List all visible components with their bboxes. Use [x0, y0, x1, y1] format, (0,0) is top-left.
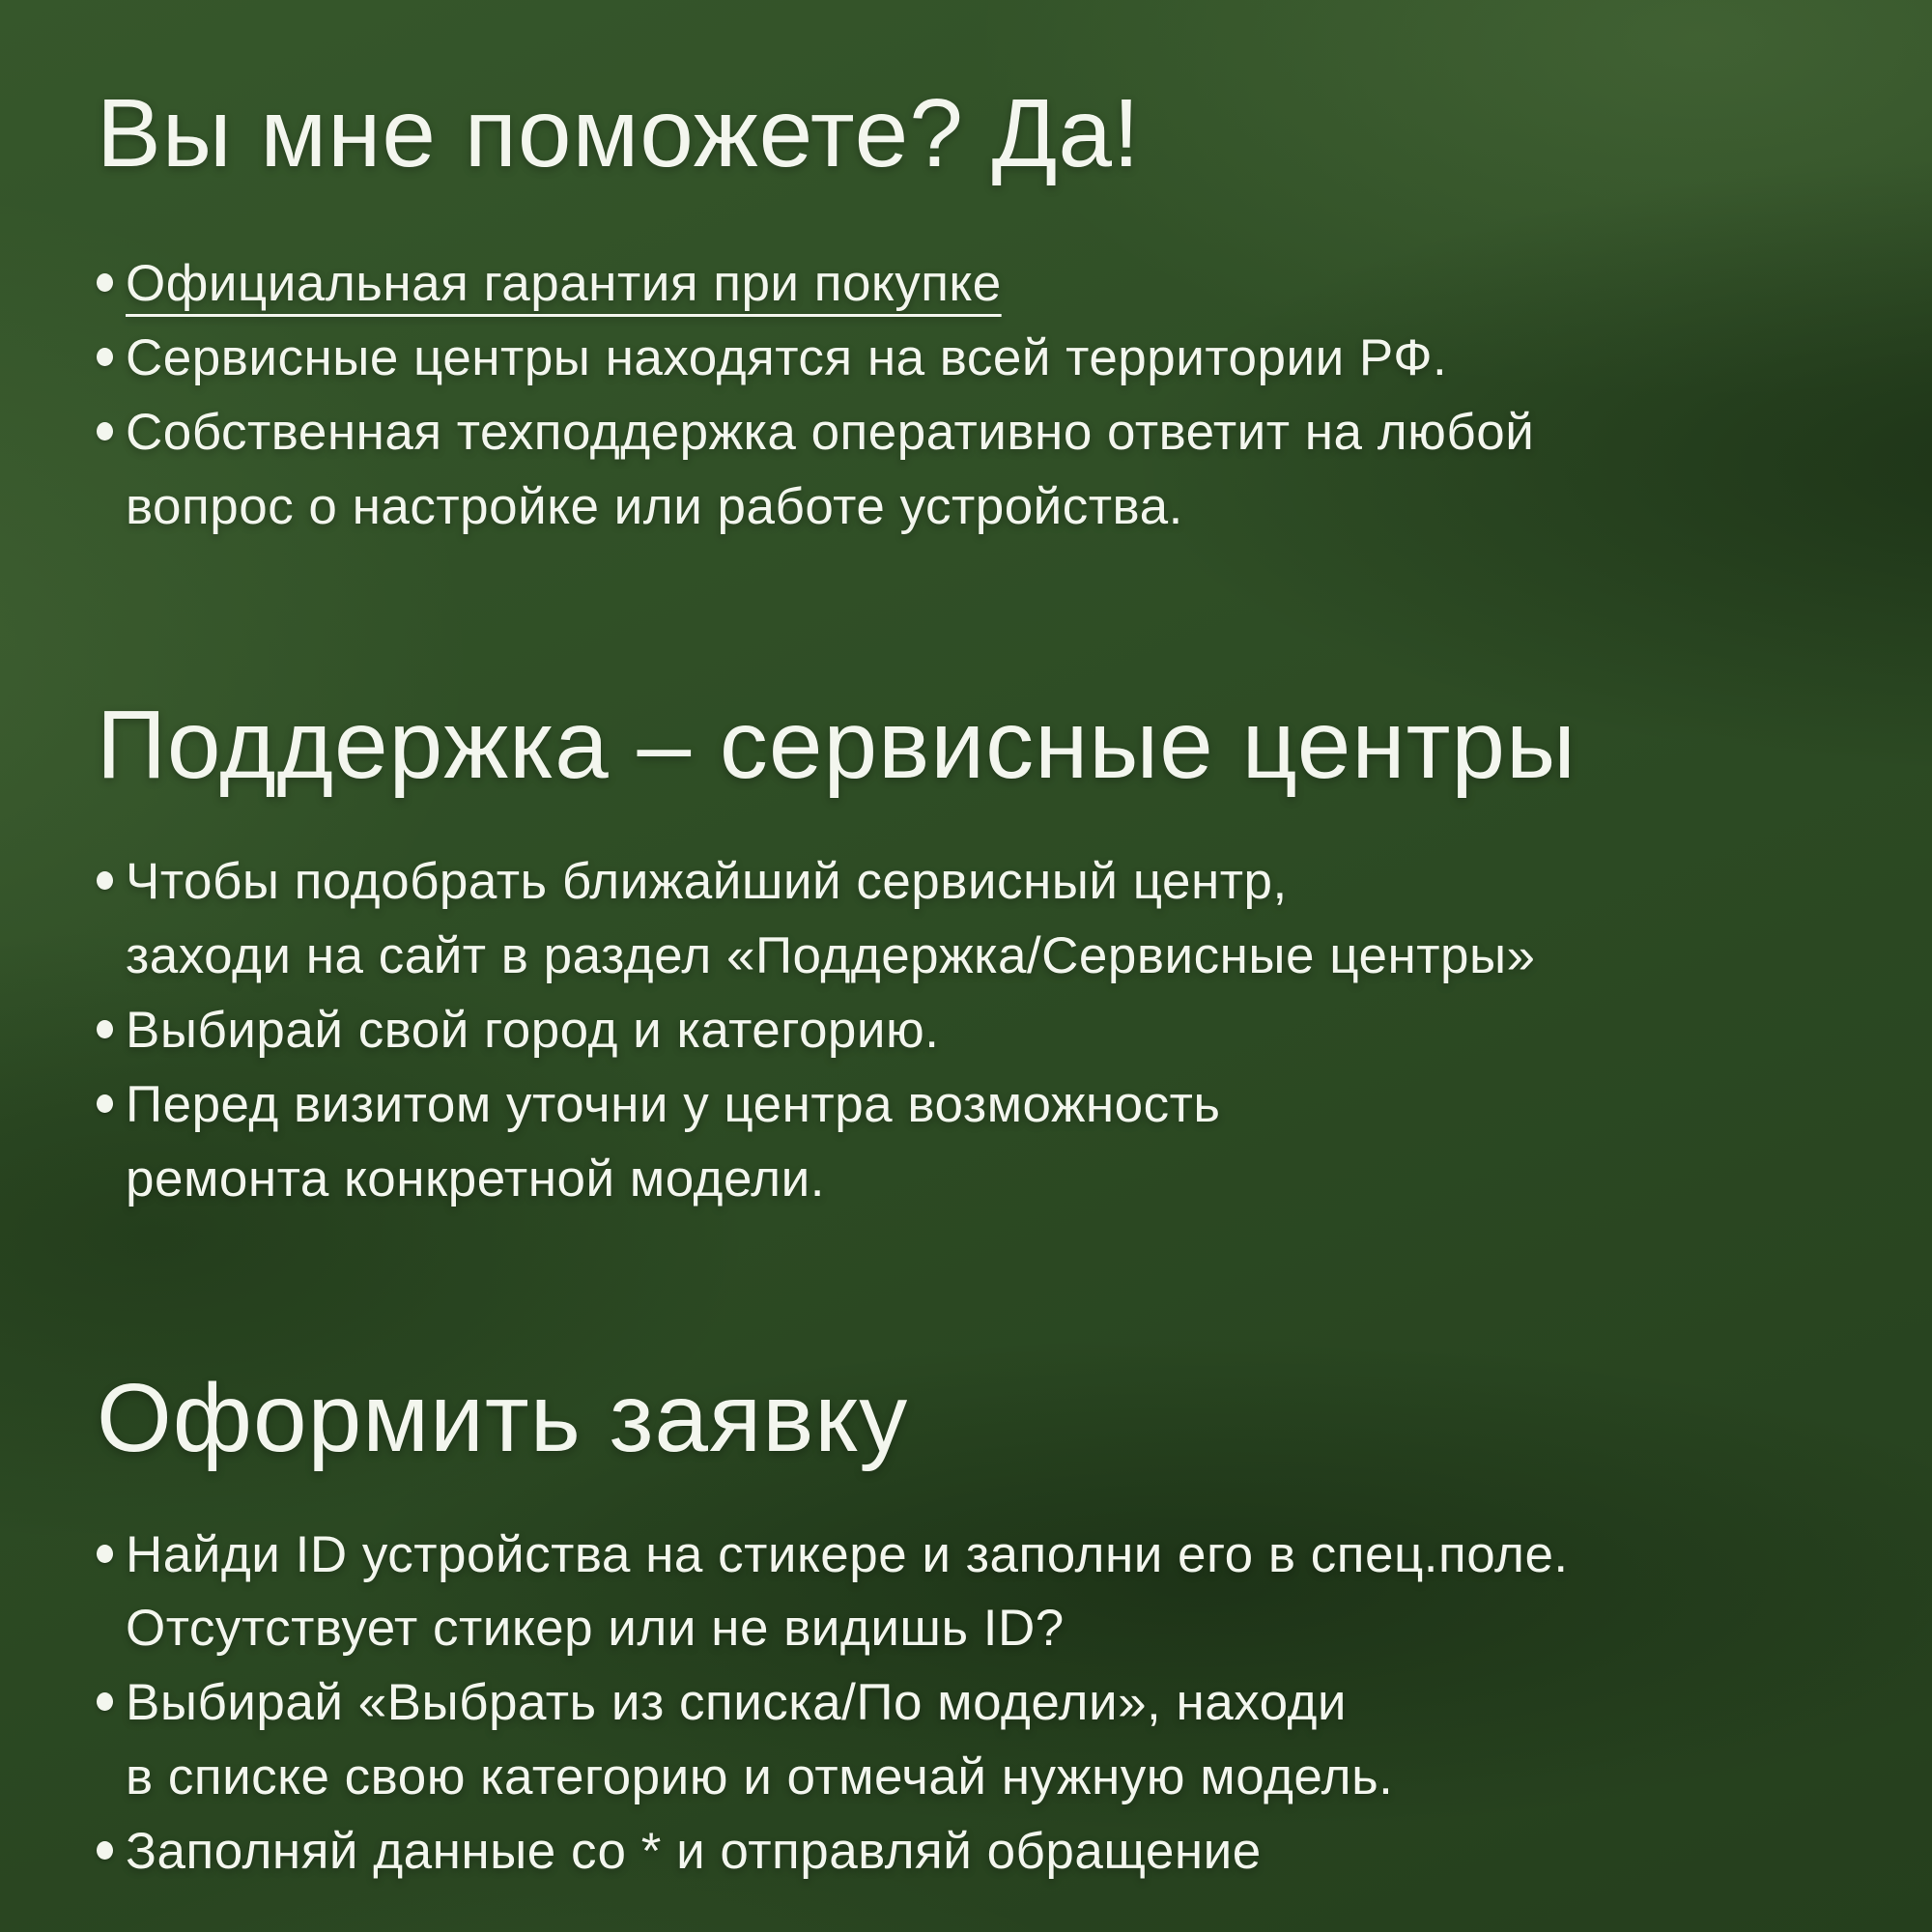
- bullet-icon: [97, 348, 113, 366]
- section-submit-request: [97, 1360, 1835, 1889]
- bullet-icon: [97, 1545, 113, 1563]
- list-item-text: Сервисные центры находятся на всей территории РФ.: [126, 328, 1448, 386]
- submit-request-bullet-list: [97, 1519, 1835, 1889]
- section-help: [97, 75, 1835, 544]
- list-item: [97, 845, 1835, 994]
- list-item-text: Заполняй данные со * и отправляй обращение: [126, 1822, 1262, 1880]
- list-item-text: [126, 247, 1002, 322]
- list-item: [97, 1519, 1835, 1667]
- service-centers-bullet-list: [97, 845, 1835, 1216]
- list-item: [97, 994, 1835, 1068]
- warranty-link-text[interactable]: Официальная гарантия при покупке: [126, 255, 1002, 312]
- list-item-text: Собственная техподдержка оперативно ответит на любой вопрос о настройке или работе устройства.: [126, 403, 1535, 535]
- bullet-icon: [97, 1094, 113, 1113]
- list-item-text: Выбирай свой город и категорию.: [126, 1002, 940, 1060]
- help-bullet-list: [97, 247, 1835, 544]
- bullet-icon: [97, 1020, 113, 1038]
- list-item-text: Чтобы подобрать ближайший сервисный центр, заходи на сайт в раздел «Поддержка/Сервисные центры»: [126, 853, 1536, 985]
- bullet-icon: [97, 1841, 113, 1860]
- section-title-service-centers: Поддержка – сервисные центры: [97, 691, 1577, 800]
- list-item: [97, 1815, 1835, 1889]
- bullet-icon: [97, 273, 113, 292]
- section-title-help: Вы мне поможете? Да!: [97, 79, 1141, 187]
- bullet-icon: [97, 871, 113, 890]
- list-item: [97, 1666, 1835, 1815]
- list-item: [97, 322, 1835, 396]
- section-title-submit-request: Оформить заявку: [97, 1363, 909, 1472]
- list-item: [97, 396, 1835, 545]
- list-item: [97, 1068, 1835, 1217]
- bullet-icon: [97, 422, 113, 440]
- list-item-text: Найди ID устройства на стикере и заполни его в спец.поле. Отсутствует стикер или не видишь ID?: [126, 1525, 1569, 1658]
- section-service-centers: [97, 687, 1835, 1216]
- list-item: [97, 247, 1835, 322]
- bullet-icon: [97, 1692, 113, 1711]
- list-item-text: Выбирай «Выбрать из списка/По модели», находи в списке свою категорию и отмечай нужную модель.: [126, 1674, 1394, 1806]
- list-item-text: Перед визитом уточни у центра возможность ремонта конкретной модели.: [126, 1075, 1221, 1208]
